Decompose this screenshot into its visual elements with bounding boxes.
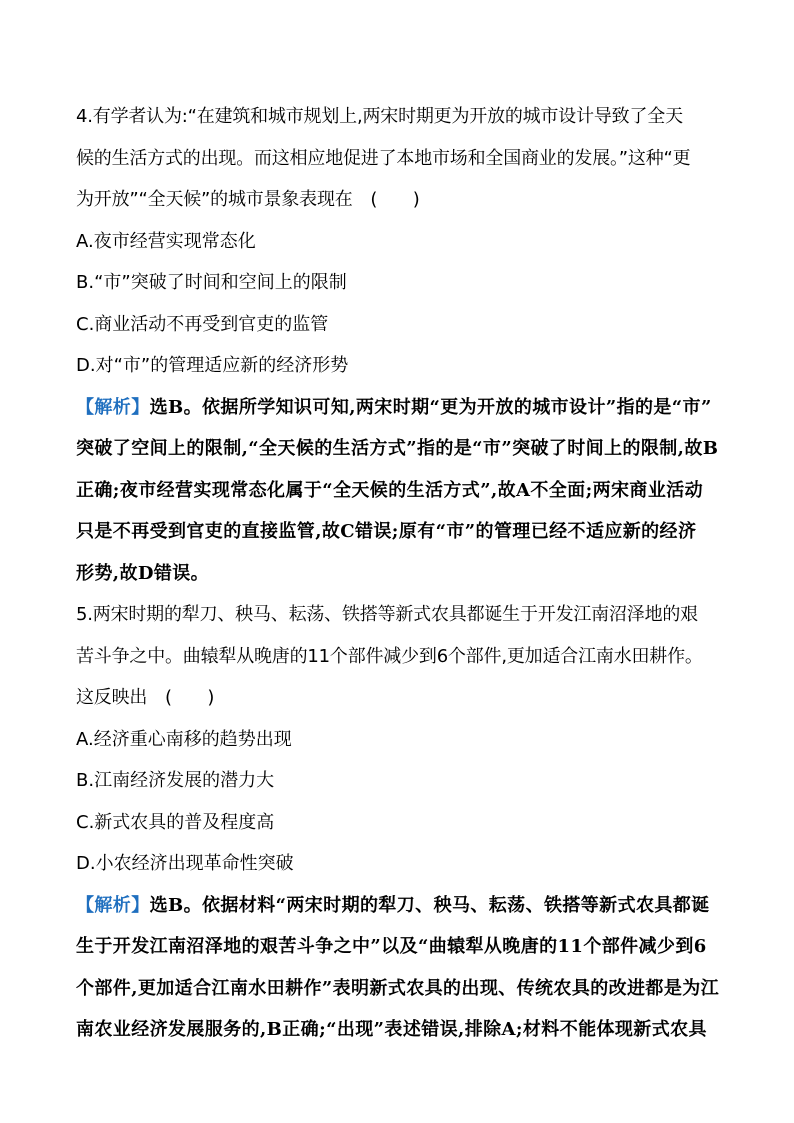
question-4-option-a: A.夜市经营实现常态化 xyxy=(76,230,256,252)
analysis-text: 选B。依据所学知识可知,两宋时期“更为开放的城市设计”指的是“市” xyxy=(149,396,712,418)
question-4-stem-line-1: 4.有学者认为:“在建筑和城市规划上,两宋时期更为开放的城市设计导致了全天 xyxy=(76,106,683,127)
question-4-analysis-line-1 xyxy=(76,387,722,429)
question-4-stem-line-2: 候的生活方式的出现。而这相应地促进了本地市场和全国商业的发展。”这种“更 xyxy=(76,147,691,169)
question-5-analysis-line-3: 个部件,更加适合江南水田耕作”表明新式农具的出现、传统农具的改进都是为江 xyxy=(76,977,720,999)
question-4 xyxy=(76,96,722,594)
analysis-tag: 【解析】 xyxy=(76,894,150,916)
question-4-analysis-line-2: 突破了空间上的限制,“全天候的生活方式”指的是“市”突破了时间上的限制,故B xyxy=(76,438,719,459)
question-5-analysis-line-1 xyxy=(76,885,722,927)
question-4-option-d: D.对“市”的管理适应新的经济形势 xyxy=(76,355,349,376)
question-content xyxy=(76,96,722,1051)
question-4-analysis-line-3: 正确;夜市经营实现常态化属于“全天候的生活方式”,故A不全面;两宋商业活动 xyxy=(76,479,704,501)
question-4-analysis-line-5: 形势,故D错误。 xyxy=(76,562,210,584)
question-5 xyxy=(76,594,722,1051)
analysis-tag: 【解析】 xyxy=(76,396,150,418)
question-5-stem-line-1: 5.两宋时期的犁刀、秧马、耘荡、铁搭等新式农具都诞生于开发江南沼泽地的艰 xyxy=(76,604,698,625)
question-5-option-a: A.经济重心南移的趋势出现 xyxy=(76,728,292,750)
question-4-option-b: B.“市”突破了时间和空间上的限制 xyxy=(76,272,347,293)
question-5-stem-line-3: 这反映出 ( ) xyxy=(76,687,215,708)
question-5-analysis-line-4: 南农业经济发展服务的,B正确;“出现”表述错误,排除A;材料不能体现新式农具 xyxy=(76,1019,707,1040)
question-4-stem-line-3: 为开放”“全天候”的城市景象表现在 ( ) xyxy=(76,189,420,210)
question-5-stem-line-2: 苦斗争之中。曲辕犁从晚唐的11个部件减少到6个部件,更加适合江南水田耕作。 xyxy=(76,645,703,667)
analysis-text: 选B。依据材料“两宋时期的犁刀、秧马、耘荡、铁搭等新式农具都诞 xyxy=(149,894,710,916)
question-5-analysis-line-2: 生于开发江南沼泽地的艰苦斗争之中”以及“曲辕犁从晚唐的11个部件减少到6 xyxy=(76,936,707,957)
question-4-option-c: C.商业活动不再受到官吏的监管 xyxy=(76,313,329,335)
question-5-option-b: B.江南经济发展的潜力大 xyxy=(76,770,275,791)
question-4-analysis-line-4: 只是不再受到官吏的直接监管,故C错误;原有“市”的管理已经不适应新的经济 xyxy=(76,521,697,542)
question-5-option-c: C.新式农具的普及程度高 xyxy=(76,811,275,833)
question-5-option-d: D.小农经济出现革命性突破 xyxy=(76,853,294,874)
